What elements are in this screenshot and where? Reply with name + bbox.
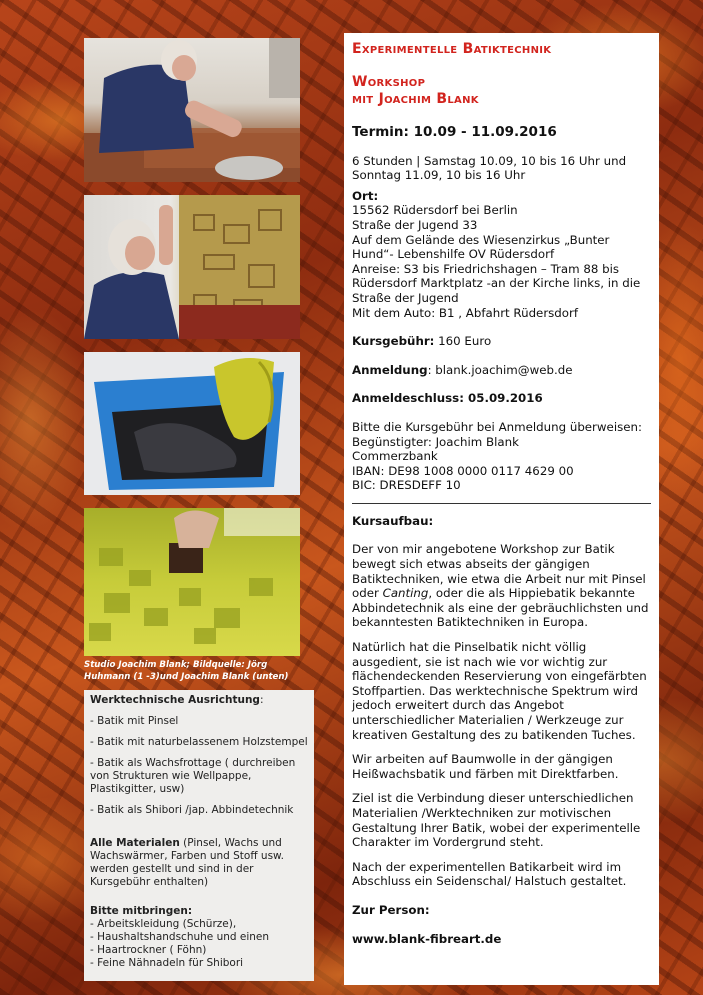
person-heading: Zur Person: [352, 902, 430, 917]
mitbringen-item: - Feine Nähnadeln für Shibori [90, 957, 244, 969]
ort-line: Auf dem Gelände des Wiesenzirkus „Bunter Hund“- Lebenshilfe OV Rüdersdorf [352, 232, 610, 262]
ort-label: Ort: [352, 188, 379, 203]
photo-stamp-on-yellow-fabric [84, 508, 300, 656]
bank-line: BIC: DRESDEFF 10 [352, 478, 461, 493]
schedule-text: 6 Stunden | Samstag 10.09, 10 bis 16 Uhr und Sonntag 11.09, 10 bis 16 Uhr [352, 153, 627, 183]
photo-artist-holding-fabric [84, 195, 300, 339]
bank-line: IBAN: DE98 1008 0000 0117 4629 00 [352, 463, 574, 478]
workshop-details-box [84, 690, 314, 981]
materialien-text: Alle Materialen (Pinsel, Wachs und Wachswärmer, Farben und Stoff usw. werden gestellt und sind in der Kursgebühr enthalten) [90, 837, 284, 888]
anmeldeschluss: Anmeldeschluss: 05.09.2016 [352, 391, 543, 406]
ort-line: Anreise: S3 bis Friedrichshagen – Tram 88 bis Rüdersdorf Marktplatz -an der Kirche links, in die Straße der Jugend [352, 261, 641, 305]
bank-details [352, 420, 651, 493]
kursaufbau-paragraph: Nach der experimentellen Batikarbeit wird im Abschluss ein Seidenschal/ Halstuch gestaltet. [352, 859, 627, 889]
ausrichtung-item: - Batik mit naturbelassenem Holzstempel [90, 736, 308, 748]
mitbringen-heading: Bitte mitbringen: [90, 905, 193, 917]
website-link[interactable]: www.blank-fibreart.de [352, 931, 502, 946]
mitbringen-item: - Arbeitskleidung (Schürze), [90, 918, 237, 930]
kursgebuehr: Kursgebühr: 160 Euro [352, 334, 492, 349]
workshop-subtitle: mit Joachim Blank [352, 91, 479, 107]
workshop-title: Workshop [352, 74, 426, 90]
kursaufbau-paragraph: Natürlich hat die Pinselbatik nicht völlig ausgedient, sie ist nach wie vor wichtig zur flächendeckenden Reservierung von eingefärbten Stoffpartien. Das werktechnische Spektrum wird jedoch erweitert durch das Angebot unterschiedlicher Materialien / Werkzeuge zur kreativen Gestaltung des zu batikenden Tuches. [352, 640, 647, 742]
kursaufbau-heading: Kursaufbau: [352, 513, 434, 528]
divider [352, 503, 651, 504]
bank-line: Commerzbank [352, 449, 438, 464]
ausrichtung-item: - Batik als Wachsfrottage ( durchreiben von Strukturen wie Wellpappe, Plastikgitter, usw) [90, 757, 296, 795]
mitbringen-item: - Haartrockner ( Föhn) [90, 944, 207, 956]
termin-heading: Termin: 10.09 - 11.09.2016 [352, 124, 557, 140]
ausrichtung-item: - Batik als Shibori /jap. Abbindetechnik [90, 804, 294, 816]
bank-line: Bitte die Kursgebühr bei Anmeldung überweisen: [352, 419, 642, 434]
anmeldung: Anmeldung: blank.joachim@web.de [352, 362, 573, 377]
kursaufbau-paragraph: Ziel ist die Verbindung dieser unterschiedlichen Materialien /Werktechniken zur motivischen Gestaltung Ihrer Batik, wobei der experimentelle Charakter im Vordergrund steht. [352, 791, 641, 850]
bank-line: Begünstigter: Joachim Blank [352, 434, 519, 449]
mitbringen-item: - Haushaltshandschuhe und einen [90, 931, 270, 943]
page-title: Experimentelle Batiktechnik [352, 41, 552, 57]
kursaufbau-paragraph: Der von mir angebotene Workshop zur Batik bewegt sich etwas abseits der gängigen Batiktechniken, wie etwa die Arbeit nur mit Pinsel oder Canting, oder die als Hippiebatik bekannte Abbindetechnik als eine der gebräuchlichsten und bekanntesten Batiktechniken in Europa. [352, 542, 649, 630]
kursaufbau-paragraph: Wir arbeiten auf Baumwolle in der gängigen Heißwachsbatik und färben mit Direktfarben. [352, 752, 619, 781]
ort-line: Mit dem Auto: B1 , Abfahrt Rüdersdorf [352, 305, 579, 320]
photo-caption: Studio Joachim Blank; Bildquelle: Jörg Huhmann (1 -3)und Joachim Blank (unten) [84, 660, 289, 682]
ausrichtung-item: - Batik mit Pinsel [90, 715, 179, 727]
ausrichtung-heading: Werktechnische Ausrichtung: [90, 694, 264, 706]
ort-line: 15562 Rüdersdorf bei Berlin [352, 203, 518, 218]
ort-line: Straße der Jugend 33 [352, 217, 478, 232]
photo-blue-dye-bath [84, 352, 300, 495]
photo-artist-at-work-table [84, 38, 300, 182]
workshop-info-panel [344, 33, 659, 985]
